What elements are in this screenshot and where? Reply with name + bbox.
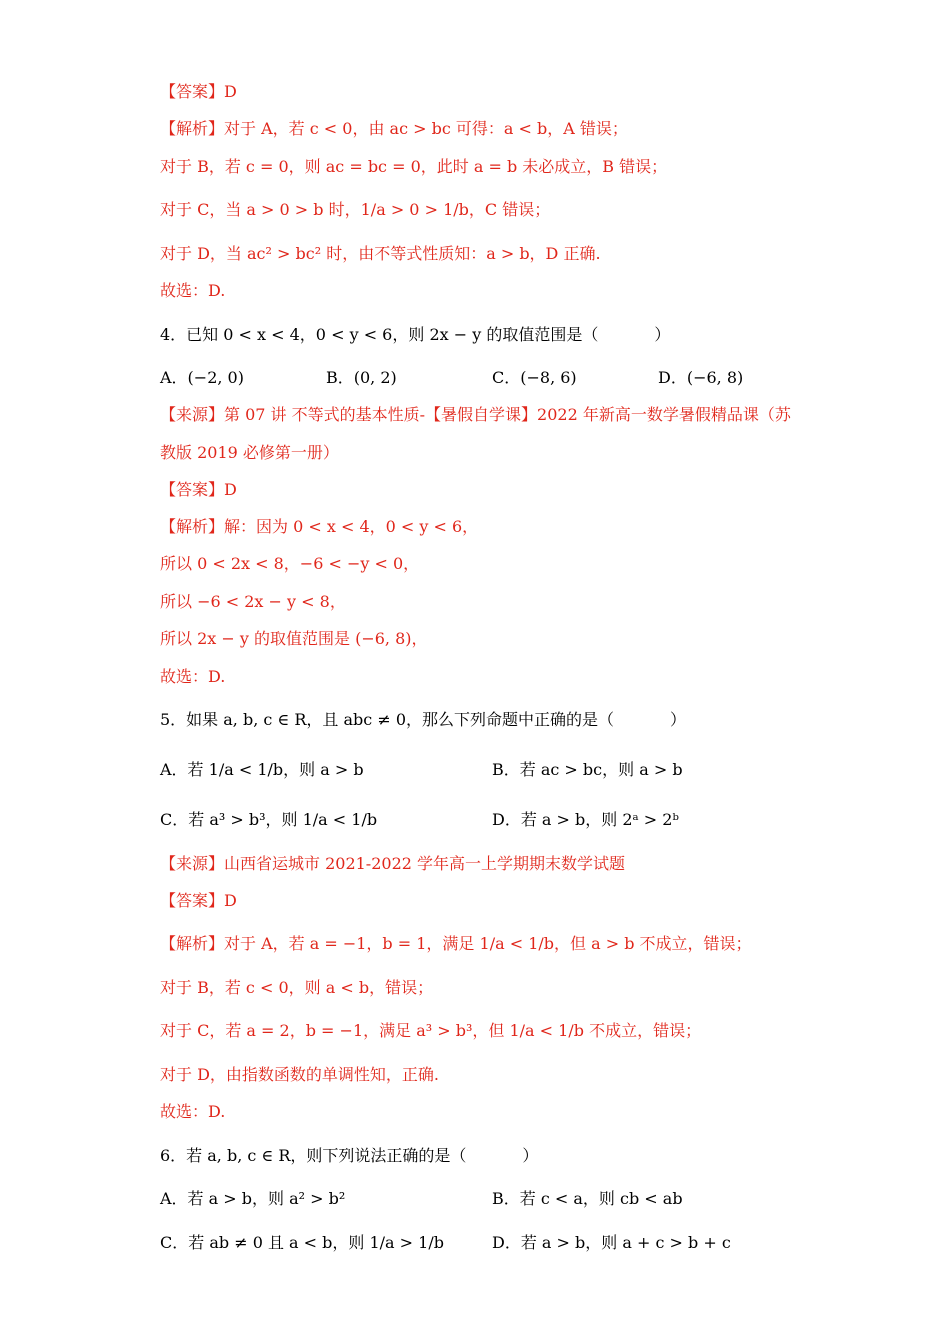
q4-analysis-line: 所以 2x − y 的取值范围是 (−6, 8)， (160, 629, 428, 648)
q6-option-d: D．若 a > b，则 a + c > b + c (492, 1233, 731, 1252)
q4-source-cont: 教版 2019 必修第一册） (160, 443, 339, 462)
q5-answer: 【答案】D (160, 891, 237, 910)
q4-answer: 【答案】D (160, 480, 237, 499)
q6-option-c: C．若 ab ≠ 0 且 a < b，则 1/a > 1/b (160, 1233, 444, 1252)
q5-stem-close: ） (670, 710, 687, 729)
q6-stem-text: 6．若 a, b, c ∈ R，则下列说法正确的是（ (160, 1146, 467, 1165)
q4-conclusion: 故选：D. (160, 667, 226, 686)
q4-stem-text: 4．已知 0 < x < 4，0 < y < 6，则 2x − y 的取值范围是（ (160, 325, 599, 344)
q4-stem-close: ） (654, 325, 671, 344)
q6-stem-close: ） (522, 1146, 539, 1165)
q5-stem (160, 710, 686, 730)
q5-conclusion: 故选：D. (160, 1102, 226, 1121)
q4-source: 【来源】第 07 讲 不等式的基本性质-【暑假自学课】2022 年新高一数学暑假精品课（苏 (160, 405, 791, 424)
q4-stem (160, 325, 670, 345)
q5-option-c: C．若 a³ > b³，则 1/a < 1/b (160, 810, 378, 829)
q3-analysis-line: 对于 C，当 a > 0 > b 时，1/a > 0 > 1/b，C 错误； (160, 200, 551, 219)
q3-analysis-line: 对于 D，当 ac² > bc² 时，由不等式性质知：a > b，D 正确. (160, 244, 601, 263)
q5-analysis-line: 【解析】对于 A，若 a = −1，b = 1，满足 1/a < 1/b，但 a > b 不成立，错误； (160, 934, 752, 953)
q6-option-a: A．若 a > b，则 a² > b² (160, 1189, 346, 1208)
q5-option-a: A．若 1/a < 1/b，则 a > b (160, 760, 364, 779)
q3-analysis-line: 【解析】对于 A，若 c < 0，由 ac > bc 可得：a < b，A 错误； (160, 119, 628, 138)
q4-option-d: D．(−6, 8) (658, 368, 744, 387)
q4-option-a: A．(−2, 0) (160, 368, 244, 387)
q3-answer: 【答案】D (160, 82, 237, 101)
q4-analysis-line: 【解析】解：因为 0 < x < 4，0 < y < 6， (160, 517, 479, 536)
q5-analysis-line: 对于 C，若 a = 2，b = −1，满足 a³ > b³，但 1/a < 1/b 不成立，错误； (160, 1021, 702, 1040)
q5-option-b: B．若 ac > bc，则 a > b (492, 760, 683, 779)
q4-option-c: C．(−8, 6) (492, 368, 577, 387)
q4-analysis-line: 所以 −6 < 2x − y < 8， (160, 592, 346, 611)
q5-stem-text: 5．如果 a, b, c ∈ R，且 abc ≠ 0，那么下列命题中正确的是（ (160, 710, 615, 729)
q4-analysis-line: 所以 0 < 2x < 8，−6 < −y < 0， (160, 554, 420, 573)
q5-analysis-line: 对于 D，由指数函数的单调性知，正确. (160, 1065, 440, 1084)
q4-option-b: B．(0, 2) (326, 368, 397, 387)
q3-analysis-line: 对于 B，若 c = 0，则 ac = bc = 0，此时 a = b 未必成立，B 错误； (160, 157, 668, 176)
q3-conclusion: 故选：D. (160, 281, 226, 300)
q5-analysis-line: 对于 B，若 c < 0，则 a < b，错误； (160, 978, 434, 997)
q6-option-b: B．若 c < a，则 cb < ab (492, 1189, 683, 1208)
q5-option-d: D．若 a > b，则 2ᵃ > 2ᵇ (492, 810, 679, 829)
q5-source: 【来源】山西省运城市 2021-2022 学年高一上学期期末数学试题 (160, 854, 626, 873)
q6-stem (160, 1146, 538, 1166)
